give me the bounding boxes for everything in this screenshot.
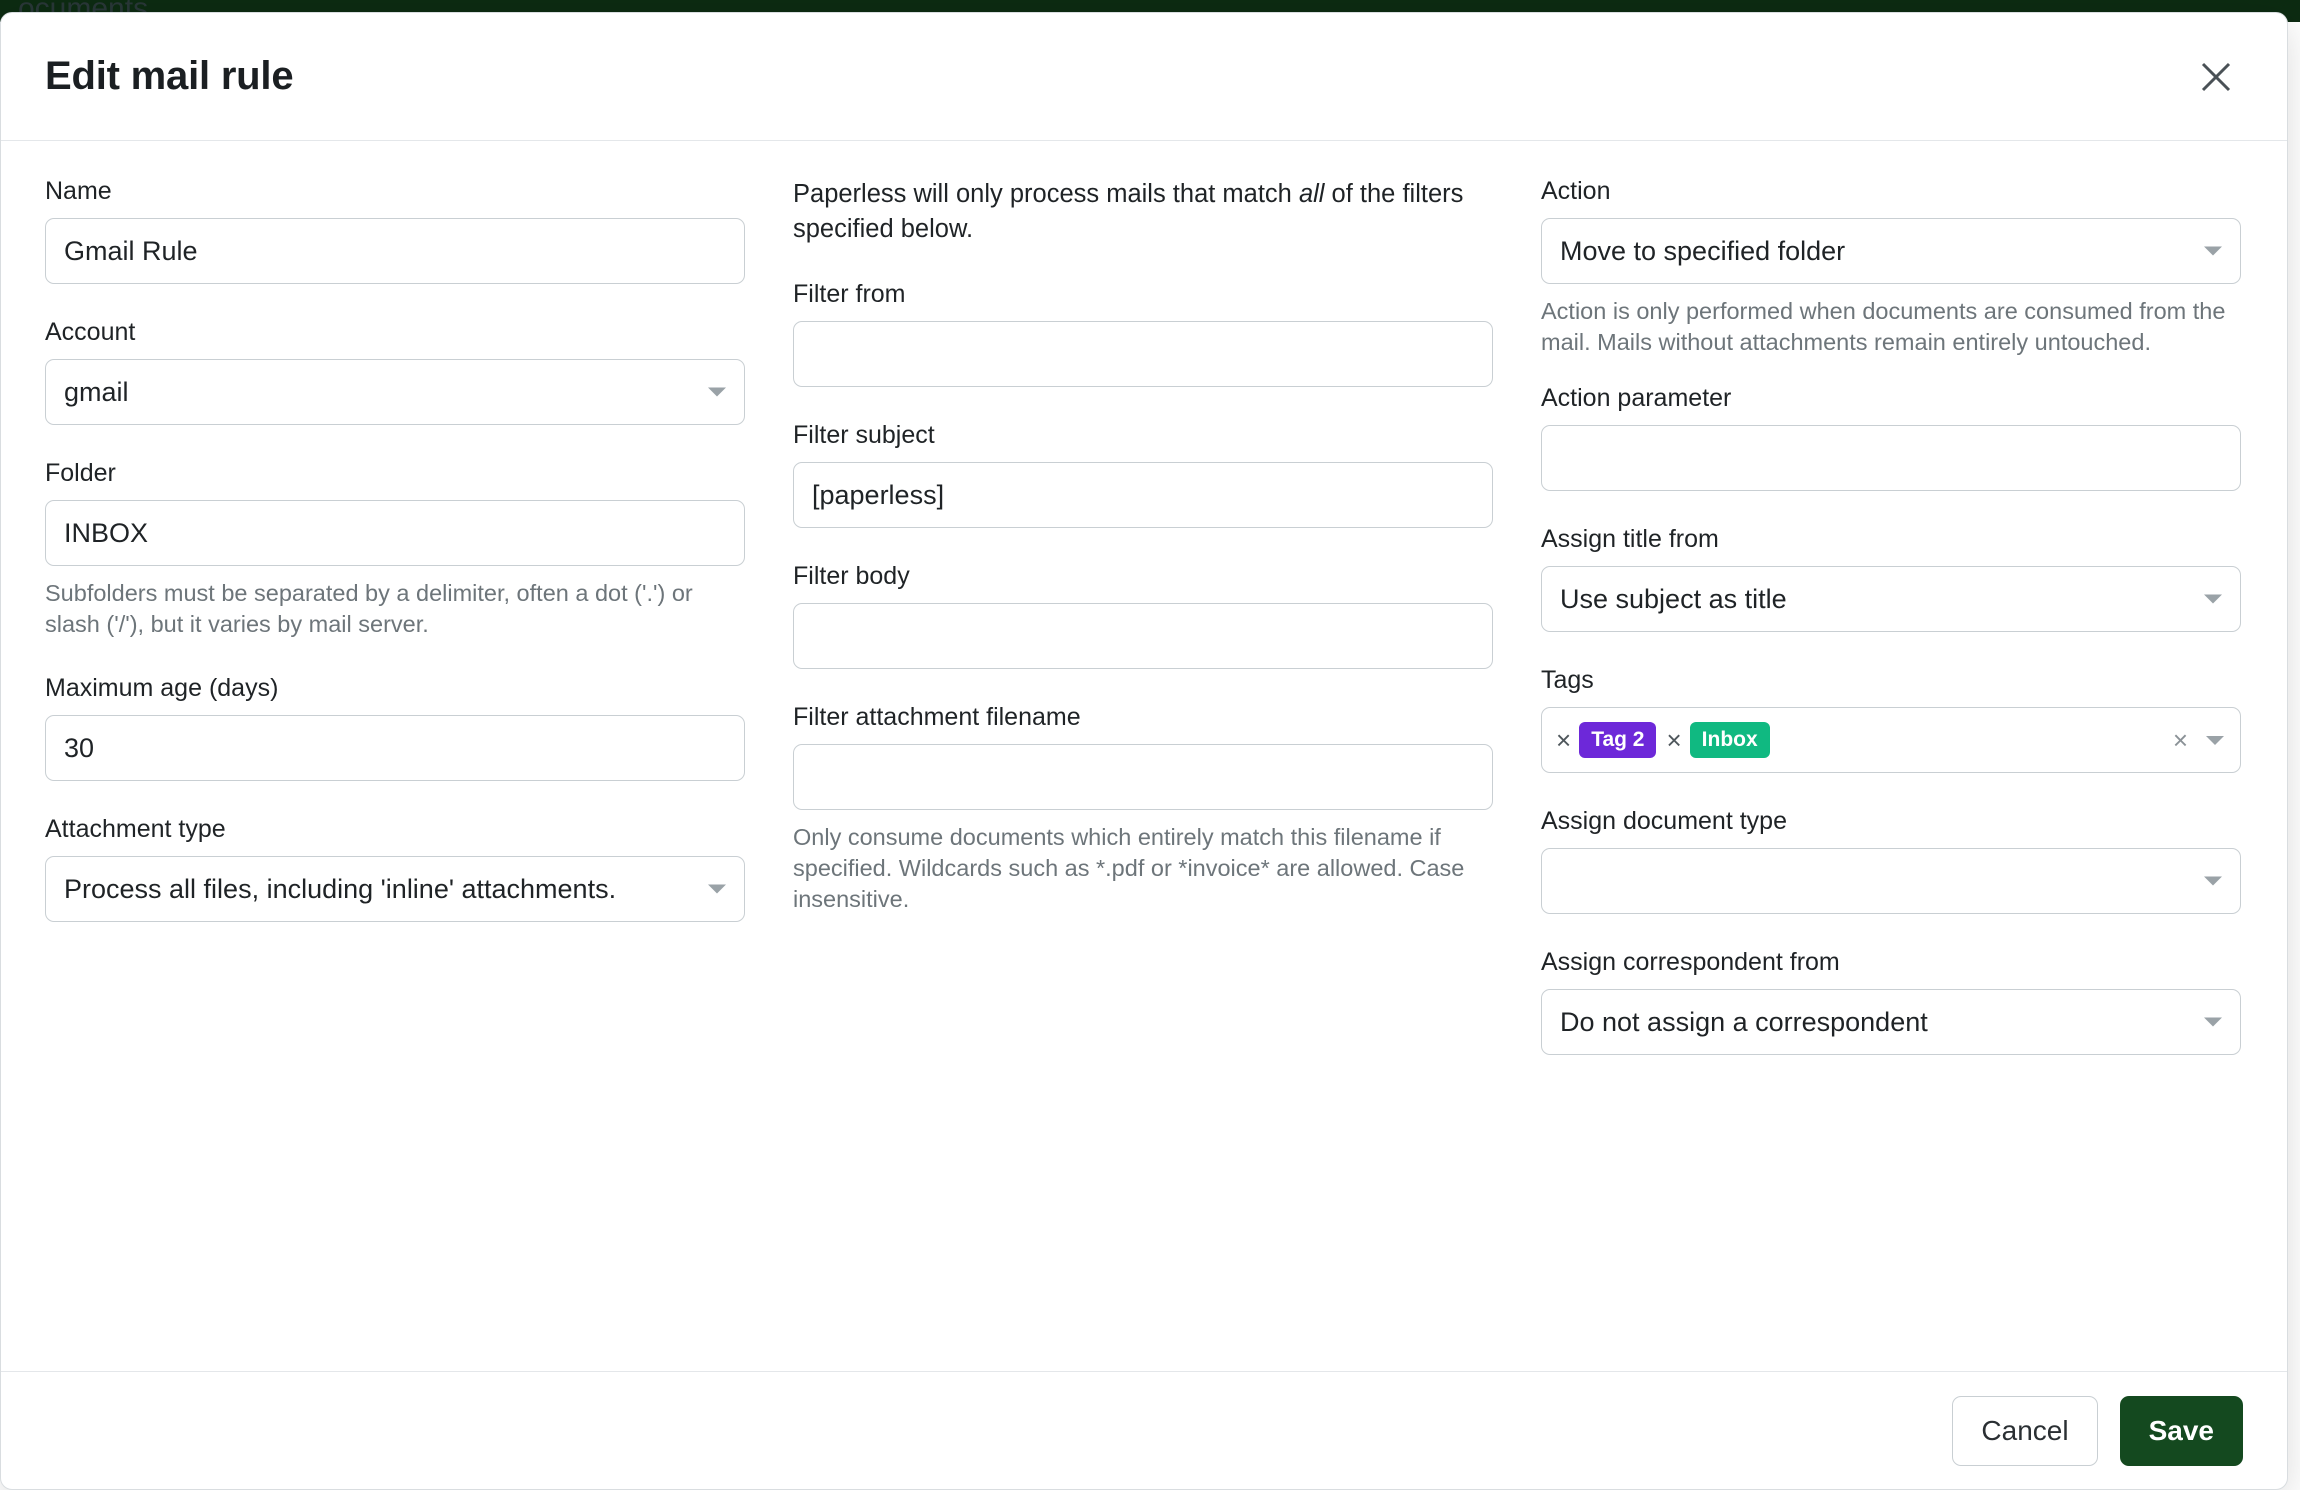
dialog-body (1, 141, 2287, 1371)
attachment-type-select[interactable] (45, 856, 745, 922)
edit-mail-rule-dialog (0, 12, 2288, 1490)
folder-input[interactable] (45, 500, 745, 566)
attachment-type-label: Attachment type (45, 815, 226, 844)
tags-label: Tags (1541, 666, 1594, 695)
assign-title-from-label: Assign title from (1541, 525, 1719, 554)
account-label: Account (45, 318, 136, 346)
tags-controls (2172, 725, 2224, 756)
action-help-text: Action is only performed when documents are consumed from the mail. Mails without attachments remain entirely untouched. (1541, 298, 2226, 356)
action-parameter-input[interactable] (1541, 425, 2241, 491)
assign-correspondent-from-select[interactable] (1541, 989, 2241, 1055)
name-label: Name (45, 177, 112, 205)
maximum-age-input[interactable] (45, 715, 745, 781)
remove-tag-icon[interactable]: × (1556, 725, 1572, 756)
chevron-down-icon[interactable] (2206, 736, 2224, 745)
assign-correspondent-from-label: Assign correspondent from (1541, 948, 1840, 977)
actions-column (1541, 177, 2241, 1371)
filter-from-label: Filter from (793, 280, 906, 309)
action-select[interactable] (1541, 218, 2241, 284)
tag-item (1556, 722, 1656, 758)
tags-input[interactable] (1541, 707, 2241, 773)
action-label: Action (1541, 177, 1611, 205)
folder-label: Folder (45, 459, 116, 487)
assign-correspondent-from-select-value: Do not assign a correspondent (1560, 1006, 1928, 1037)
action-select-value: Move to specified folder (1560, 235, 1846, 266)
clear-tags-icon[interactable]: × (2172, 725, 2188, 756)
filter-subject-input[interactable] (793, 462, 1493, 528)
maximum-age-input-value: 30 (64, 732, 95, 763)
filter-body-label: Filter body (793, 562, 910, 591)
name-input[interactable] (45, 218, 745, 284)
dialog-header (1, 13, 2287, 141)
chevron-down-icon (2204, 877, 2222, 886)
cancel-button[interactable]: Cancel (1952, 1396, 2097, 1466)
tag-chip[interactable]: Inbox (1690, 722, 1770, 758)
action-parameter-label: Action parameter (1541, 384, 1732, 413)
rule-basics-column (45, 177, 745, 1371)
tag-item (1666, 722, 1769, 758)
assign-document-type-label: Assign document type (1541, 807, 1787, 836)
remove-tag-icon[interactable]: × (1666, 725, 1682, 756)
filters-column (793, 177, 1493, 1371)
chevron-down-icon (708, 388, 726, 397)
filter-subject-label: Filter subject (793, 421, 935, 450)
account-select-value: gmail (64, 376, 129, 407)
assign-document-type-select[interactable] (1541, 848, 2241, 914)
chevron-down-icon (708, 885, 726, 894)
filter-attachment-filename-input[interactable] (793, 744, 1493, 810)
chevron-down-icon (2204, 595, 2222, 604)
assign-title-from-select-value: Use subject as title (1560, 583, 1787, 614)
filter-subject-input-value: [paperless] (812, 479, 945, 510)
chevron-down-icon (2204, 247, 2222, 256)
tag-chip[interactable]: Tag 2 (1579, 722, 1656, 758)
filter-body-input[interactable] (793, 603, 1493, 669)
close-dialog-button[interactable] (2189, 50, 2243, 104)
folder-help-text: Subfolders must be separated by a delimiter, often a dot ('.') or slash ('/'), but it varies by mail server. (45, 580, 693, 638)
folder-input-value: INBOX (64, 517, 149, 548)
dialog-footer (1, 1371, 2287, 1489)
attachment-type-select-value: Process all files, including 'inline' attachments. (64, 873, 617, 904)
save-button[interactable]: Save (2120, 1396, 2243, 1466)
dialog-title: Edit mail rule (45, 54, 294, 98)
assign-title-from-select[interactable] (1541, 566, 2241, 632)
filter-attachment-help-text: Only consume documents which entirely match this filename if specified. Wildcards such as *.pdf or *invoice* are allowed. Case insensitive. (793, 824, 1465, 913)
filter-attachment-filename-label: Filter attachment filename (793, 703, 1081, 732)
close-icon (2196, 57, 2236, 97)
filter-from-input[interactable] (793, 321, 1493, 387)
account-select[interactable] (45, 359, 745, 425)
filters-intro-text: Paperless will only process mails that match all of the filters specified below. (793, 180, 1464, 243)
maximum-age-label: Maximum age (days) (45, 674, 279, 703)
chevron-down-icon (2204, 1018, 2222, 1027)
name-input-value: Gmail Rule (64, 235, 198, 266)
